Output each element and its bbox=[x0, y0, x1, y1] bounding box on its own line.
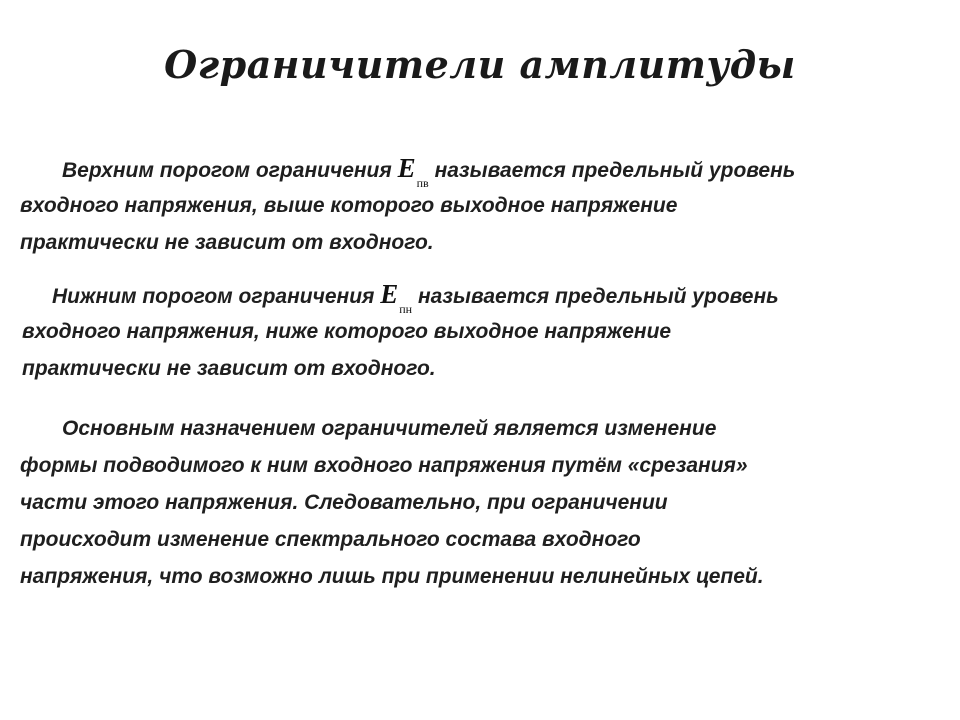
symbol-letter: E bbox=[397, 153, 416, 183]
paragraph-line: практически не зависит от входного. bbox=[22, 357, 436, 380]
paragraph-line: части этого напряжения. Следовательно, при ограничении bbox=[20, 491, 668, 514]
paragraph-line: практически не зависит от входного. bbox=[20, 231, 434, 254]
text-fragment: Верхним порогом ограничения bbox=[62, 159, 392, 182]
lower-threshold-paragraph bbox=[22, 276, 779, 387]
purpose-paragraph bbox=[20, 410, 764, 595]
paragraph-line: происходит изменение спектрального состава входного bbox=[20, 528, 641, 551]
paragraph-line: Основным назначением ограничителей является изменение bbox=[62, 417, 717, 440]
symbol-subscript: пн bbox=[399, 302, 413, 316]
paragraph-line: формы подводимого к ним входного напряжения путём «срезания» bbox=[20, 454, 748, 477]
lower-threshold-symbol bbox=[380, 276, 412, 318]
text-fragment: Нижним порогом ограничения bbox=[52, 285, 375, 308]
paragraph-line bbox=[20, 150, 796, 190]
paragraph-line: входного напряжения, выше которого выходное напряжение bbox=[20, 194, 678, 217]
paragraph-line: напряжения, что возможно лишь при применении нелинейных цепей. bbox=[20, 565, 764, 588]
symbol-subscript: пв bbox=[416, 176, 429, 190]
symbol-letter: E bbox=[380, 279, 399, 309]
paragraph-line bbox=[22, 276, 779, 316]
text-fragment: называется предельный уровень bbox=[417, 285, 779, 308]
upper-threshold-paragraph bbox=[20, 150, 795, 261]
upper-threshold-symbol bbox=[398, 150, 429, 192]
paragraph-line: входного напряжения, ниже которого выходное напряжение bbox=[22, 320, 672, 343]
slide-title: Ограничители амплитуды bbox=[164, 42, 796, 87]
text-fragment: называется предельный уровень bbox=[434, 159, 796, 182]
